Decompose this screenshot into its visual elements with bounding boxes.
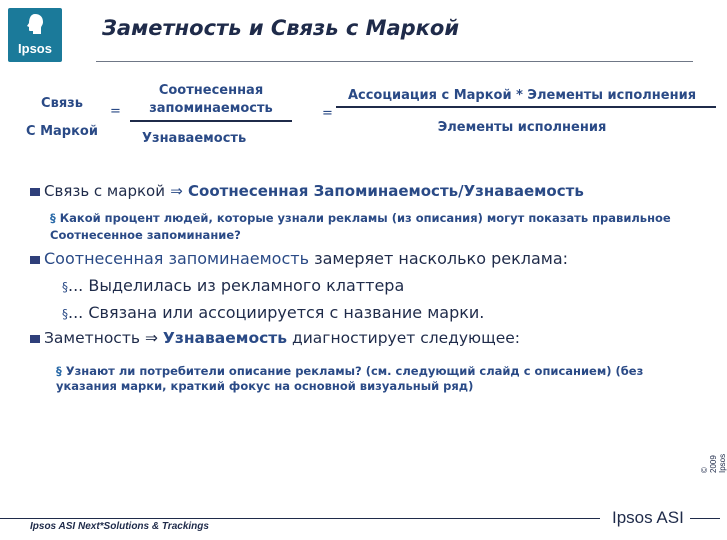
equals-sign-1: = (110, 104, 121, 119)
sub-bullet-marker-icon: § (50, 211, 56, 225)
equals-sign-2: = (322, 106, 333, 121)
bullet-brand-link-lead: Связь с маркой (44, 182, 165, 200)
bullet-noticeability-lead: Заметность (44, 329, 140, 347)
bullet-noticeability-strong: Узнаваемость (162, 329, 288, 347)
bullet-square-icon (30, 256, 40, 264)
sub-bullet-noticeability (56, 364, 696, 394)
fraction-2-numerator: Ассоциация с Маркой * Элементы исполнения (347, 88, 697, 103)
sub-bullet-marker-icon: § (56, 364, 62, 378)
correlated-recall-list (62, 273, 484, 327)
sub-bullet-brand-link-text: Какой процент людей, которые узнали рекламы (из описания) могут показать правильное Соотнесенное запоминание? (50, 211, 671, 242)
formula-left (16, 90, 108, 146)
logo-text: Ipsos (18, 41, 52, 56)
sub-bullet-marker-icon: § (62, 307, 68, 321)
implies-arrow-icon: ⇒ (170, 182, 183, 200)
bullet-brand-link-rest: Соотнесенная Запоминаемость/Узнаваемость (188, 182, 584, 200)
bullet-correlated-recall-strong: Соотнесенная запоминаемость (44, 249, 309, 268)
list-item (62, 273, 484, 300)
ipsos-logo (8, 8, 62, 62)
bullet-noticeability (30, 329, 520, 347)
title-divider (96, 61, 693, 62)
bullet-correlated-recall-rest: замеряет насколько реклама: (314, 249, 569, 268)
bullet-correlated-recall (30, 249, 568, 268)
fraction-2-bar (336, 106, 716, 108)
list-item (62, 300, 484, 327)
logo-head-icon (26, 13, 44, 35)
list-item-text: ... Выделилась из рекламного клаттера (68, 276, 405, 295)
list-item-text: ... Связана или ассоциируется с название марки. (68, 303, 485, 322)
footer-text: Ipsos ASI Next*Solutions & Trackings (30, 521, 209, 532)
fraction-1-bar (130, 120, 292, 122)
copyright-notice: © 2009 Ipsos (700, 453, 727, 473)
footer-divider-right (690, 518, 720, 519)
bullet-square-icon (30, 335, 40, 343)
bullet-square-icon (30, 188, 40, 196)
fraction-1 (130, 82, 292, 148)
sub-bullet-marker-icon: § (62, 280, 68, 294)
formula-left-line1: Связь (41, 96, 83, 111)
implies-arrow-icon: ⇒ (144, 329, 158, 347)
bullet-noticeability-rest: диагностирует следующее: (292, 329, 520, 347)
sub-bullet-brand-link (50, 210, 690, 244)
sub-bullet-noticeability-text: Узнают ли потребители описание рекламы? (см. следующий слайд с описанием) (без указания марки, краткий фокус на основной визуальный ряд) (56, 364, 644, 393)
page-title: Заметность и Связь с Маркой (102, 16, 460, 40)
footer-brand: Ipsos ASI (612, 508, 684, 527)
bullet-brand-link (30, 182, 584, 200)
fraction-2 (328, 88, 716, 135)
footer-divider (0, 518, 600, 519)
fraction-2-denominator: Элементы исполнения (437, 119, 607, 135)
fraction-1-denominator: Узнаваемость (142, 130, 247, 146)
formula-left-line2: С Маркой (26, 124, 98, 139)
fraction-1-numerator: Соотнесенная запоминаемость (149, 83, 273, 116)
